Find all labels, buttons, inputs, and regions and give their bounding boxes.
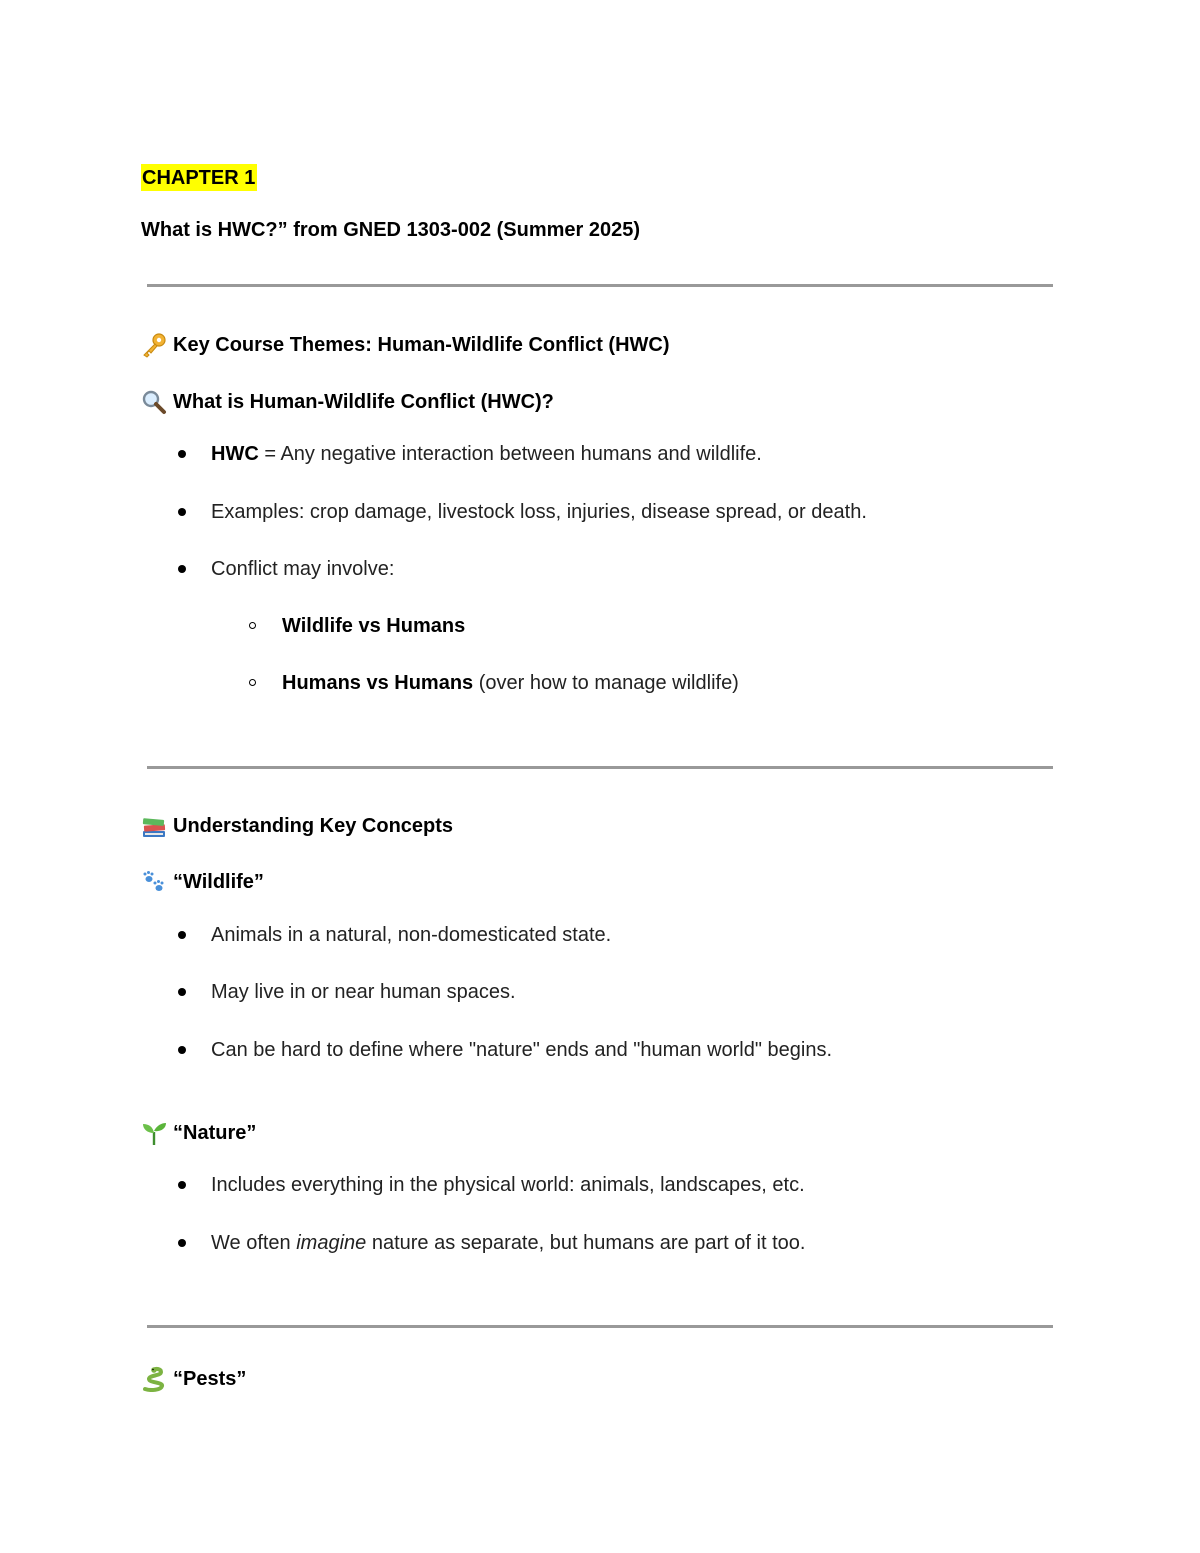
divider xyxy=(147,284,1053,287)
list-item xyxy=(211,441,762,467)
list-item xyxy=(211,1172,805,1198)
concept-heading-wildlife xyxy=(141,869,264,895)
chapter-label: CHAPTER 1 xyxy=(141,164,257,191)
list-item xyxy=(211,1230,805,1256)
subheading-text: What is Human-Wildlife Conflict (HWC)? xyxy=(173,391,554,413)
key-icon xyxy=(141,332,167,358)
divider xyxy=(147,766,1053,769)
list-item xyxy=(211,499,867,525)
sub-bullet-marker xyxy=(249,679,256,686)
snake-icon xyxy=(141,1366,167,1392)
concept-title: “Wildlife” xyxy=(173,871,264,893)
section-heading-key-themes xyxy=(141,332,670,358)
list-item xyxy=(211,979,516,1005)
heading-text: Understanding Key Concepts xyxy=(173,815,454,837)
list-item-text: May live in or near human spaces. xyxy=(211,981,516,1003)
bullet-marker xyxy=(178,988,186,996)
list-item-text: Includes everything in the physical world: animals, landscapes, etc. xyxy=(211,1174,805,1196)
list-item xyxy=(211,556,394,582)
sub-list-item xyxy=(282,613,465,639)
seedling-icon xyxy=(141,1120,167,1146)
list-item-text: Conflict may involve: xyxy=(211,558,395,580)
sub-list-item-text: Wildlife vs Humans xyxy=(282,615,466,637)
bullet-marker xyxy=(178,565,186,573)
divider xyxy=(147,1325,1053,1328)
concept-heading-pests xyxy=(141,1366,246,1392)
sub-list-item-text: (over how to manage wildlife) xyxy=(473,672,739,694)
bullet-marker xyxy=(178,450,186,458)
bullet-marker xyxy=(178,1239,186,1247)
bullet-marker xyxy=(178,1181,186,1189)
paw-prints-icon xyxy=(141,869,167,895)
sub-list-item-bold: Humans vs Humans xyxy=(282,672,474,694)
books-icon xyxy=(141,813,167,839)
list-item-text: nature as separate, but humans are part of it too. xyxy=(366,1232,806,1254)
list-item xyxy=(211,1037,832,1063)
list-item-text: Can be hard to define where "nature" ends and "human world" begins. xyxy=(211,1039,833,1061)
list-item xyxy=(211,922,611,948)
list-item-text: We often xyxy=(211,1232,297,1254)
bullet-marker xyxy=(178,931,186,939)
concept-heading-nature xyxy=(141,1120,256,1146)
bullet-marker xyxy=(178,508,186,516)
bullet-marker xyxy=(178,1046,186,1054)
document-subtitle: What is HWC?” from GNED 1303-002 (Summer 2025) xyxy=(141,219,641,241)
list-item-text: Examples: crop damage, livestock loss, injuries, disease spread, or death. xyxy=(211,501,867,523)
concept-title: “Pests” xyxy=(173,1368,247,1390)
concept-title: “Nature” xyxy=(173,1122,257,1144)
subheading-what-is-hwc xyxy=(141,389,554,415)
section-heading-key-concepts xyxy=(141,813,453,839)
list-item-text: = Any negative interaction between humans and wildlife. xyxy=(258,443,762,465)
heading-text: Key Course Themes: Human-Wildlife Conflict (HWC) xyxy=(173,334,670,356)
term-hwc: HWC xyxy=(211,443,259,465)
magnifying-glass-icon xyxy=(141,389,167,415)
sub-list-item xyxy=(282,670,739,696)
emphasis-text: imagine xyxy=(296,1232,367,1254)
list-item-text: Animals in a natural, non-domesticated state. xyxy=(211,924,612,946)
sub-bullet-marker xyxy=(249,622,256,629)
